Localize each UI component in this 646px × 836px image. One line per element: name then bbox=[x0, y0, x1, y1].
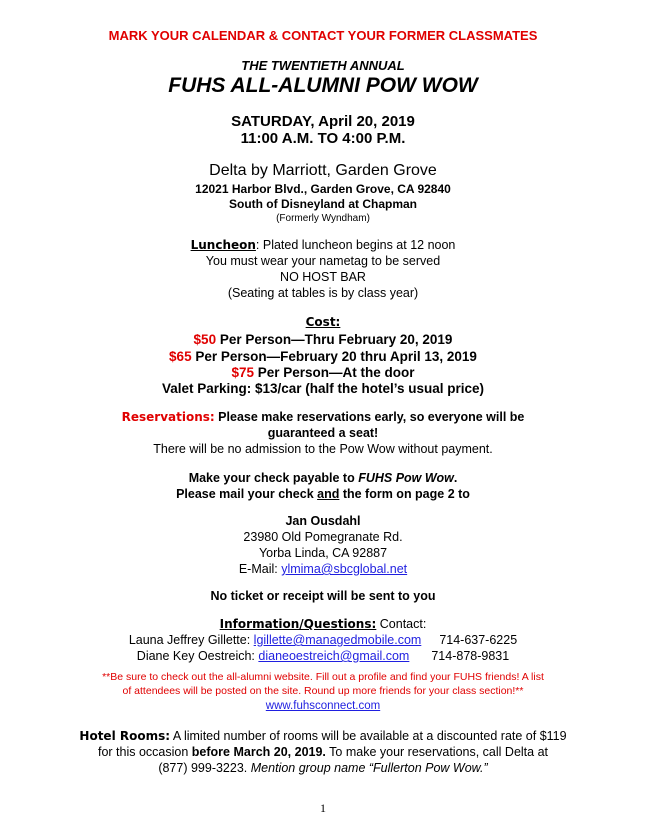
cost-tier-1 bbox=[0, 332, 646, 347]
cost-tier-2-text: Per Person—February 20 thru April 13, 2019 bbox=[191, 349, 477, 364]
no-host-bar: NO HOST BAR bbox=[280, 270, 366, 284]
event-time: 11:00 A.M. TO 4:00 P.M. bbox=[240, 130, 406, 147]
venue-directions: South of Disneyland at Chapman bbox=[228, 197, 417, 211]
contact-street: 23980 Old Pomegranate Rd. bbox=[243, 530, 403, 544]
cost-tier-1-text: Per Person—Thru February 20, 2019 bbox=[216, 332, 453, 347]
cost-tier-3 bbox=[0, 365, 646, 380]
luncheon-label: Luncheon bbox=[190, 238, 256, 252]
reservations-text-2: guaranteed a seat! bbox=[267, 426, 379, 440]
hotel-label: Hotel Rooms: bbox=[79, 729, 171, 743]
contact-city: Yorba Linda, CA 92887 bbox=[258, 546, 388, 560]
hotel-line-2 bbox=[0, 745, 646, 759]
mail-pre: Please mail your check bbox=[176, 487, 318, 501]
info-person-2-email[interactable]: dianeoestreich@gmail.com bbox=[258, 649, 410, 663]
payee-name: FUHS Pow Wow bbox=[358, 471, 454, 485]
no-ticket-note: No ticket or receipt will be sent to you bbox=[210, 589, 436, 603]
info-person-2 bbox=[0, 649, 646, 663]
info-person-2-name: Diane Key Oestreich: bbox=[136, 649, 259, 663]
payable-line bbox=[0, 471, 646, 485]
info-person-1-phone: 714-637-6225 bbox=[439, 633, 518, 647]
info-person-1 bbox=[0, 633, 646, 647]
mail-post: the form on page 2 to bbox=[339, 487, 470, 501]
reservations-label: Reservations: bbox=[121, 410, 215, 424]
luncheon-line bbox=[0, 238, 646, 252]
luncheon-text: : Plated luncheon begins at 12 noon bbox=[255, 238, 456, 252]
event-title: FUHS ALL-ALUMNI POW WOW bbox=[168, 74, 478, 97]
hotel-line-1 bbox=[0, 729, 646, 743]
hotel-group-name: Mention group name “Fullerton Pow Wow.” bbox=[250, 761, 488, 775]
cost-tier-1-price: $50 bbox=[193, 332, 217, 347]
contact-email-label: E-Mail: bbox=[238, 562, 282, 576]
cost-tier-3-price: $75 bbox=[231, 365, 254, 380]
seating-note: (Seating at tables is by class year) bbox=[227, 286, 419, 300]
mail-and: and bbox=[317, 487, 340, 501]
hotel-phone: (877) 999-3223. bbox=[158, 761, 251, 775]
info-line bbox=[0, 617, 646, 631]
venue-name: Delta by Marriott, Garden Grove bbox=[209, 162, 437, 179]
payable-pre: Make your check payable to bbox=[188, 471, 359, 485]
venue-former-name: (Formerly Wyndham) bbox=[276, 213, 370, 224]
payable-post: . bbox=[453, 471, 458, 485]
info-contact-word: Contact: bbox=[376, 617, 427, 631]
banner: MARK YOUR CALENDAR & CONTACT YOUR FORMER CLASSMATES bbox=[108, 28, 538, 43]
hotel-text-2-post: To make your reservations, call Delta at bbox=[325, 745, 548, 759]
no-admission-note: There will be no admission to the Pow Wow without payment. bbox=[153, 442, 493, 456]
cost-tier-2 bbox=[0, 349, 646, 364]
hotel-line-3 bbox=[0, 761, 646, 775]
valet-parking: Valet Parking: $13/car (half the hotel’s usual price) bbox=[161, 381, 485, 396]
event-subtitle: THE TWENTIETH ANNUAL bbox=[241, 58, 405, 73]
website-link-line bbox=[0, 700, 646, 712]
cost-label: Cost: bbox=[305, 315, 341, 329]
info-person-1-name: Launa Jeffrey Gillette: bbox=[128, 633, 254, 647]
nametag-note: You must wear your nametag to be served bbox=[205, 254, 441, 268]
website-link[interactable]: www.fuhsconnect.com bbox=[265, 700, 381, 712]
website-note-1: **Be sure to check out the all-alumni website. Fill out a profile and find your FUHS friends! A list bbox=[102, 671, 544, 683]
hotel-text-1: A limited number of rooms will be available at a discounted rate of $119 bbox=[170, 729, 567, 743]
contact-email-line bbox=[0, 562, 646, 576]
contact-name: Jan Ousdahl bbox=[285, 514, 361, 528]
contact-email-link[interactable]: ylmima@sbcglobal.net bbox=[281, 562, 408, 576]
reservations-text-1: Please make reservations early, so everyone will be bbox=[214, 410, 525, 424]
venue-address: 12021 Harbor Blvd., Garden Grove, CA 92840 bbox=[195, 182, 451, 196]
page-number: 1 bbox=[320, 801, 326, 815]
mail-check-line bbox=[0, 487, 646, 501]
cost-tier-3-text: Per Person—At the door bbox=[254, 365, 415, 380]
hotel-text-2-pre: for this occasion bbox=[98, 745, 192, 759]
info-person-1-email[interactable]: lgillette@managedmobile.com bbox=[253, 633, 422, 647]
reservations-line bbox=[0, 410, 646, 424]
info-person-2-phone: 714-878-9831 bbox=[431, 649, 510, 663]
event-date: SATURDAY, April 20, 2019 bbox=[231, 113, 415, 130]
website-note-2: of attendees will be posted on the site. Round up more friends for your class section!** bbox=[122, 685, 524, 697]
hotel-deadline: before March 20, 2019. bbox=[191, 745, 326, 759]
cost-tier-2-price: $65 bbox=[169, 349, 192, 364]
info-label: Information/Questions: bbox=[219, 617, 377, 631]
